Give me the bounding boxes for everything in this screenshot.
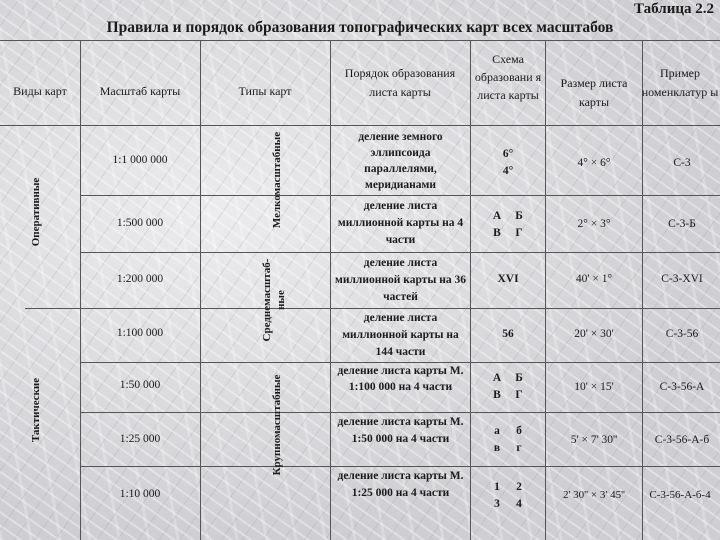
row-rule [80, 195, 720, 196]
scale-cell: 1:200 000 [116, 273, 164, 285]
header-order: Порядок образования листа карты [344, 66, 456, 99]
scheme-cell: 4° [502, 165, 514, 177]
scheme-cell: г [516, 442, 522, 454]
order-cell: деление листа миллионной карты на 36 частей [335, 257, 466, 303]
scheme-cell: Б [515, 372, 523, 384]
header-top-rule [0, 40, 720, 41]
header-views: Виды карт [13, 84, 67, 98]
col-rule [330, 40, 331, 540]
scale-cell: 1:50 000 [119, 379, 161, 391]
size-cell: 20' × 30' [574, 328, 614, 340]
example-cell: C-3-56-А-б-4 [649, 489, 711, 501]
scheme-cell: Б [515, 210, 523, 222]
scheme-cell: В [493, 389, 501, 401]
size-cell: 10' × 15' [574, 381, 614, 393]
scheme-cell: Г [515, 227, 523, 239]
header-scale: Масштаб карты [99, 84, 181, 98]
order-cell: деление листа карты М. 1:50 000 на 4 части [337, 416, 464, 445]
row-rule [25, 308, 720, 309]
header-example: Пример номенклатур ы [641, 66, 719, 99]
example-cell: C-3-XVI [661, 273, 703, 285]
size-cell: 40' × 1° [575, 273, 613, 285]
scheme-cell: 6° [502, 148, 514, 160]
scheme-cell: А [492, 210, 502, 222]
scheme-cell: 56 [502, 328, 514, 340]
example-cell: C-3-56-А [659, 381, 705, 393]
size-cell: 5' × 7' 30'' [570, 434, 618, 446]
order-cell: деление листа миллионной карты на 144 части [342, 312, 459, 358]
header-types: Типы карт [238, 84, 292, 98]
order-cell: деление земного эллипсоида параллелями, меридианами [358, 131, 443, 191]
order-cell: деление листа карты М. 1:25 000 на 4 части [337, 470, 464, 499]
scheme-cell: Г [515, 389, 523, 401]
scheme-cell: 3 [494, 498, 500, 510]
col-rule [470, 40, 471, 540]
scheme-cell: XVI [497, 273, 519, 285]
header-size: Размер листа карты [560, 76, 628, 109]
scale-cell: 1:1 000 000 [112, 154, 168, 166]
scheme-cell: б [516, 425, 522, 437]
scale-cell: 1:10 000 [119, 488, 161, 500]
group-large-scale: Крупномасштабные [271, 374, 283, 476]
scheme-cell: В [493, 227, 501, 239]
row-rule [80, 466, 720, 467]
size-cell: 2' 30'' × 3' 45'' [562, 489, 626, 501]
header-scheme: Схема образовани я листа карты [474, 52, 542, 102]
scheme-cell: А [492, 372, 502, 384]
scheme-grid [485, 479, 531, 513]
col-rule [642, 40, 643, 540]
size-cell: 4° × 6° [577, 157, 611, 169]
scheme-grid [485, 423, 531, 457]
order-cell: деление листа карты М. 1:100 000 на 4 части [337, 365, 464, 393]
group-tactical: Тактические [30, 377, 42, 443]
example-cell: C-3-Б [668, 218, 696, 230]
group-small-scale: Мелкомасштабные [271, 131, 283, 229]
scheme-cell: 4 [516, 498, 522, 510]
group-operational: Оперативные [30, 177, 42, 247]
scale-cell: 1:25 000 [119, 433, 161, 445]
col-rule [200, 40, 201, 540]
col-rule [545, 40, 546, 540]
scheme-grid [485, 370, 531, 404]
scale-cell: 1:500 000 [116, 217, 164, 229]
scheme-cell: 2 [516, 481, 522, 493]
table-number: Таблица 2.2 [634, 1, 714, 17]
row-rule [80, 412, 720, 413]
example-cell: C-3-56-А-б [654, 434, 710, 446]
scale-cell: 1:100 000 [116, 327, 164, 339]
scheme-cell: а [494, 425, 500, 437]
size-cell: 2° × 3° [577, 218, 611, 230]
example-cell: C-3 [673, 157, 691, 169]
scheme-grid [485, 208, 531, 242]
example-cell: C-3-56 [665, 328, 699, 340]
header-bottom-rule [0, 125, 720, 126]
order-cell: деление листа миллионной карты на 4 части [337, 200, 464, 246]
scheme-cell: 1 [494, 481, 500, 493]
col-rule [80, 40, 81, 540]
scheme-cell: в [493, 442, 501, 454]
row-rule [80, 252, 720, 253]
table-title: Правила и порядок образования топографических карт всех масштабов [106, 19, 614, 36]
group-medium-scale: Среднемасштаб-ные [261, 258, 287, 342]
